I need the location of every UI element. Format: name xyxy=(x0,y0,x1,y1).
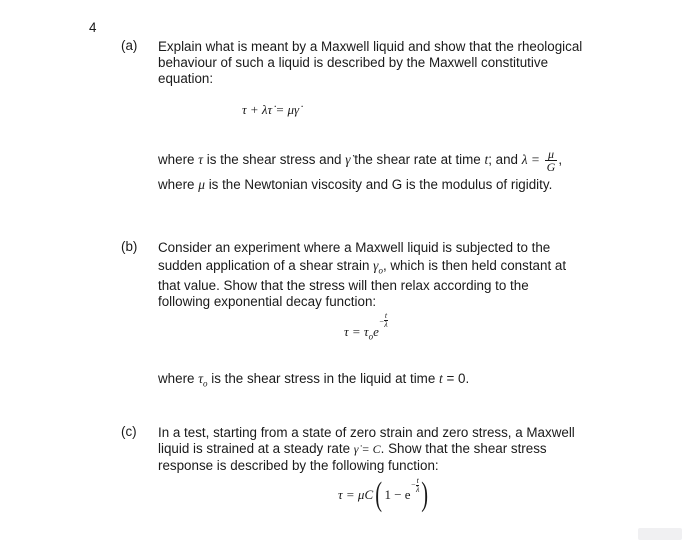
question-number: 4 xyxy=(89,20,97,35)
part-b-line-4: following exponential decay function: xyxy=(158,294,377,309)
part-a-where-line-2 xyxy=(158,176,552,193)
rate-equation: γ̇ = C xyxy=(353,442,381,456)
part-b-line-2-end: , which is then held constant at xyxy=(382,258,567,273)
part-a-line-1: Explain what is meant by a Maxwell liquid and show that the rheological xyxy=(158,39,583,54)
decay-subscript: o xyxy=(368,331,374,342)
decay-exponent xyxy=(378,311,388,329)
where-word: where xyxy=(158,371,195,386)
gamma-dot-symbol: γ̇ xyxy=(345,152,351,168)
fraction-denominator: G xyxy=(546,160,556,174)
part-b-line-3: that value. Show that the stress will then relax according to the xyxy=(158,278,529,293)
where-word: where xyxy=(158,177,195,192)
response-lhs: τ = μC xyxy=(338,487,374,502)
shear-rate-text: the shear rate at time xyxy=(354,152,481,168)
comma: , xyxy=(558,152,563,168)
part-a-label: (a) xyxy=(121,38,138,53)
exponent-numerator: t xyxy=(416,475,419,485)
mu-symbol: μ xyxy=(198,177,205,192)
fraction-numerator: μ xyxy=(545,148,558,161)
part-b-line-2-start: sudden application of a shear strain xyxy=(158,258,370,273)
maxwell-equation: τ + λτ̇ = μγ̇ xyxy=(242,102,300,117)
right-paren: ) xyxy=(421,476,429,513)
exponent-sign: − xyxy=(378,317,385,326)
tau-subscript: o xyxy=(203,378,208,389)
lambda-symbol: λ = xyxy=(521,152,540,168)
part-b-line-1: Consider an experiment where a Maxwell liquid is subjected to the xyxy=(158,240,551,255)
response-inner: 1 − e xyxy=(384,487,411,502)
part-a-line-3: equation: xyxy=(158,71,214,86)
part-a-line-2: behaviour of such a liquid is described by the Maxwell constitutive xyxy=(158,55,549,70)
viscosity-text: is the Newtonian viscosity and G is the modulus of rigidity. xyxy=(208,177,553,192)
exponent-numerator: t xyxy=(384,311,388,320)
exponent-fraction xyxy=(384,312,387,329)
exponent-fraction xyxy=(416,477,419,494)
time-symbol: t xyxy=(439,371,443,386)
stress-response-equation xyxy=(338,475,431,513)
part-b-where-line xyxy=(158,370,469,393)
part-b-label: (b) xyxy=(121,239,138,254)
decay-equation xyxy=(344,311,388,345)
tau-symbol: τ xyxy=(198,371,204,386)
part-c-line-1: In a test, starting from a state of zero strain and zero stress, a Maxwell xyxy=(158,425,575,440)
part-c-line-3: response is described by the following function: xyxy=(158,458,439,473)
exponent-denominator: λ xyxy=(384,320,388,329)
decay-lhs: τ = τ xyxy=(344,324,369,339)
part-a-where-line-1 xyxy=(158,148,562,173)
part-c-line-2-end: . Show that the shear stress xyxy=(380,441,547,456)
mu-over-g-fraction xyxy=(545,148,558,173)
faint-watermark xyxy=(638,528,682,540)
time-symbol: t xyxy=(484,152,489,168)
exponent-sign: − xyxy=(410,479,416,489)
part-c-label: (c) xyxy=(121,424,137,439)
shear-stress-text: is the shear stress and xyxy=(206,152,342,168)
gamma-subscript: o xyxy=(378,265,383,276)
exponent-denominator: λ xyxy=(415,484,420,494)
gamma-symbol: γ xyxy=(373,258,379,273)
part-c-line-2 xyxy=(158,440,547,458)
tau-symbol: τ xyxy=(198,152,204,168)
and-text: ; and xyxy=(488,152,519,168)
decay-e: e xyxy=(373,324,379,339)
shear-stress-time-text: is the shear stress in the liquid at time xyxy=(211,371,436,386)
left-paren: ( xyxy=(375,476,383,513)
part-c-line-2-start: liquid is strained at a steady rate xyxy=(158,441,351,456)
equals-zero: = 0. xyxy=(446,371,470,386)
where-word: where xyxy=(158,152,195,168)
response-exponent xyxy=(411,477,420,494)
